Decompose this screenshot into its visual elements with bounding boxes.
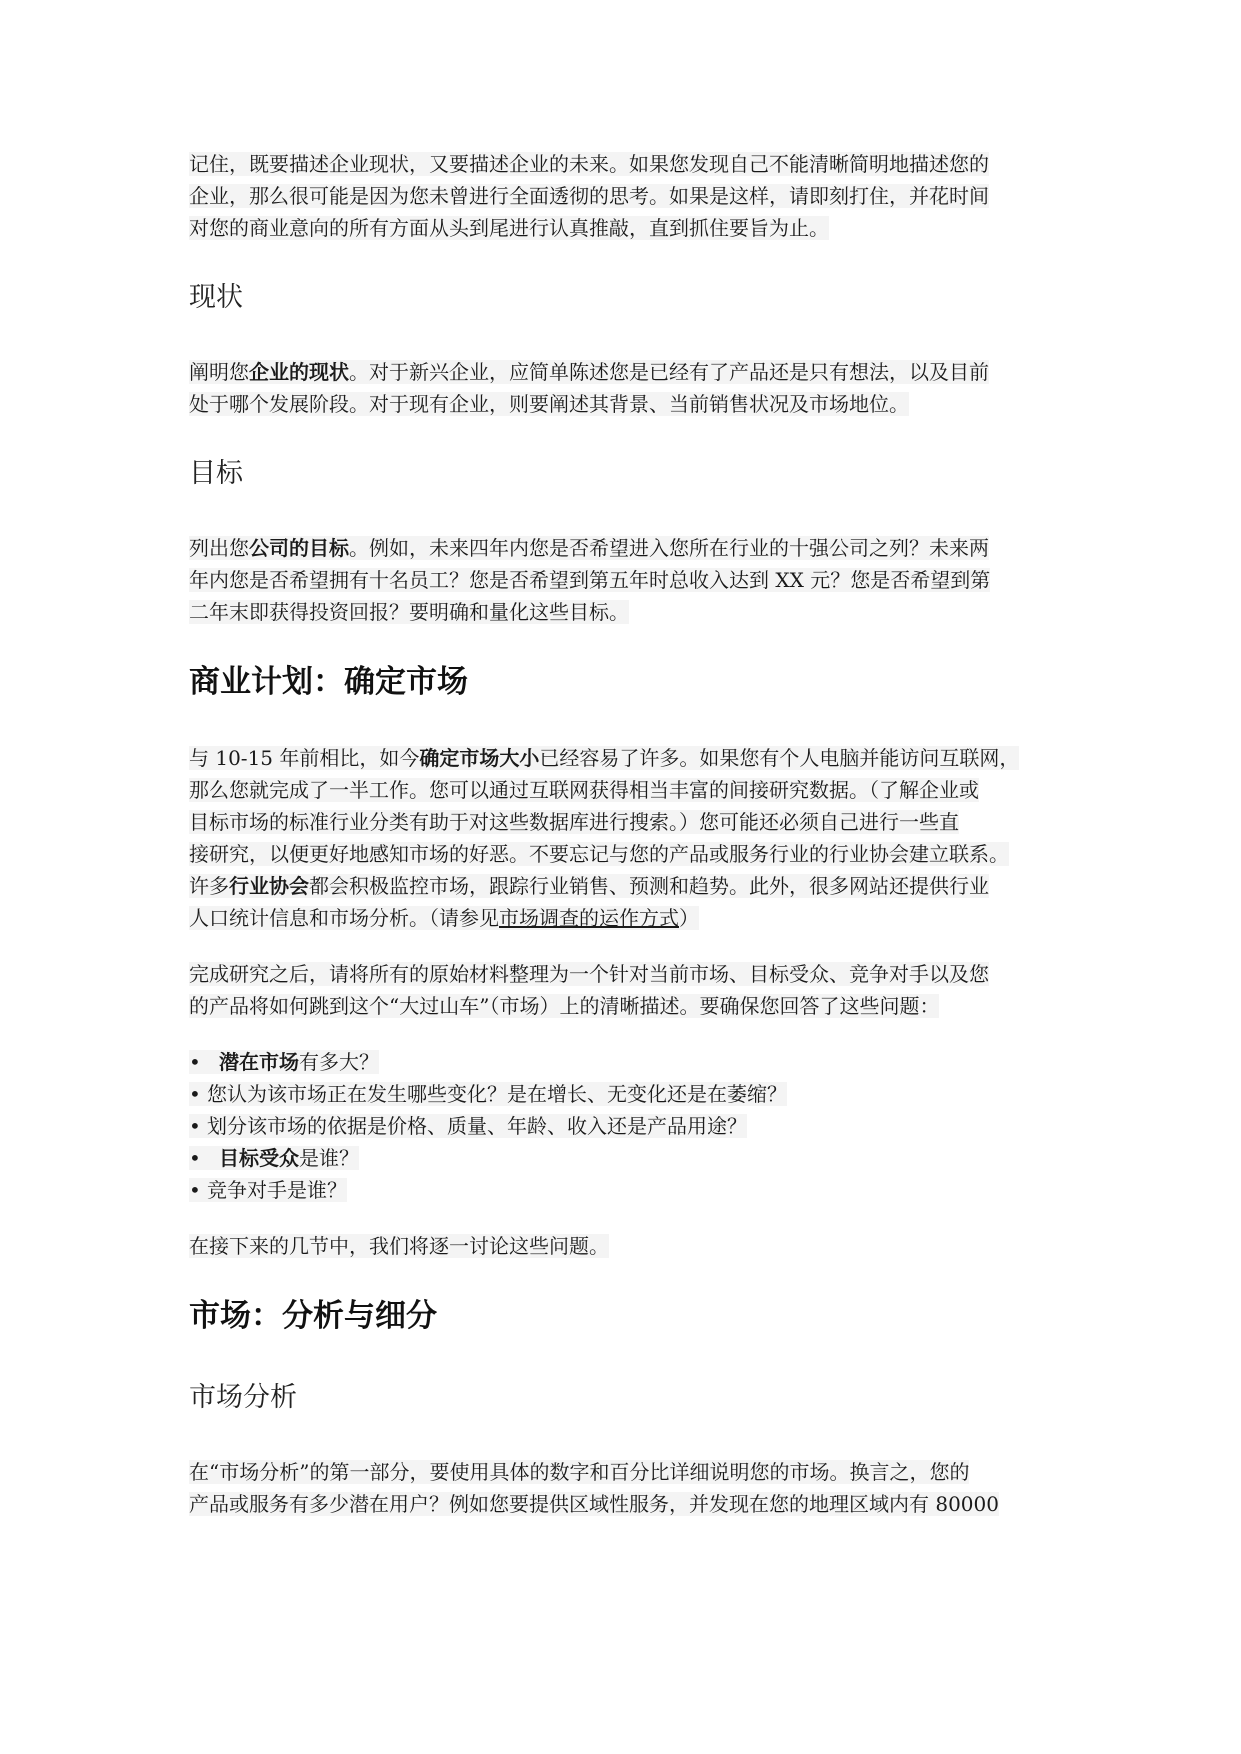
next-line: 在接下来的几节中，我们将逐一讨论这些问题。 bbox=[189, 1234, 609, 1258]
status-bold: 企业的现状 bbox=[249, 360, 349, 384]
list-item bbox=[189, 1110, 1059, 1142]
intro-line-1: 记住，既要描述企业现状，又要描述企业的未来。如果您发现自己不能清晰简明地描述您的 bbox=[189, 152, 989, 176]
heading-status: 现状 bbox=[189, 282, 243, 313]
intro-paragraph bbox=[189, 148, 1059, 244]
market-line-3: 目标市场的标准行业分类有助于对这些数据库进行搜索。）您可能还必须自己进行一些直 bbox=[189, 810, 959, 834]
next-paragraph bbox=[189, 1230, 1059, 1262]
market-research-link[interactable]: 市场调查的运作方式 bbox=[499, 906, 679, 930]
goal-text-c: 。例如，未来四年内您是否希望进入您所在行业的十强公司之列？未来两 bbox=[349, 536, 989, 560]
list-item-text: 竞争对手是谁？ bbox=[207, 1178, 347, 1202]
status-text-c: 。对于新兴企业，应简单陈述您是已经有了产品还是只有想法，以及目前 bbox=[349, 360, 989, 384]
list-item-text: 您认为该市场正在发生哪些变化？是在增长、无变化还是在萎缩？ bbox=[207, 1082, 787, 1106]
market-bold-assoc: 行业协会 bbox=[229, 874, 309, 898]
goal-paragraph bbox=[189, 532, 1059, 628]
intro-line-2: 企业，那么很可能是因为您未曾进行全面透彻的思考。如果是这样，请即刻打住，并花时间 bbox=[189, 184, 989, 208]
list-item-bold: 潜在市场 bbox=[219, 1050, 299, 1074]
analysis-line-1: 在“市场分析”的第一部分，要使用具体的数字和百分比详细说明您的市场。换言之，您的 bbox=[189, 1460, 970, 1484]
status-paragraph bbox=[189, 356, 1059, 420]
document-page bbox=[189, 148, 1059, 1520]
market-line-6b: ） bbox=[679, 906, 699, 930]
intro-line-3: 对您的商业意向的所有方面从头到尾进行认真推敲，直到抓住要旨为止。 bbox=[189, 216, 829, 240]
analysis-line-2: 产品或服务有多少潜在用户？例如您要提供区域性服务，并发现在您的地理区域内有 80000 bbox=[189, 1492, 999, 1516]
research-line-2: 的产品将如何跳到这个“大过山车”（市场）上的清晰描述。要确保您回答了这些问题： bbox=[189, 994, 940, 1018]
market-paragraph bbox=[189, 742, 1059, 934]
goal-text-a: 列出您 bbox=[189, 536, 249, 560]
list-item bbox=[189, 1078, 1059, 1110]
market-line-5a: 许多 bbox=[189, 874, 229, 898]
heading-goal: 目标 bbox=[189, 458, 243, 489]
status-text-a: 阐明您 bbox=[189, 360, 249, 384]
list-item bbox=[189, 1046, 1059, 1078]
market-line-4: 接研究，以便更好地感知市场的好恶。不要忘记与您的产品或服务行业的行业协会建立联系。 bbox=[189, 842, 1009, 866]
status-line-2: 处于哪个发展阶段。对于现有企业，则要阐述其背景、当前销售状况及市场地位。 bbox=[189, 392, 909, 416]
list-item bbox=[189, 1142, 1059, 1174]
list-item-text: 是谁？ bbox=[299, 1146, 359, 1170]
list-item-text: 划分该市场的依据是价格、质量、年龄、收入还是产品用途？ bbox=[207, 1114, 747, 1138]
list-item-text: 有多大？ bbox=[299, 1050, 379, 1074]
goal-line-3: 二年末即获得投资回报？要明确和量化这些目标。 bbox=[189, 600, 629, 624]
question-list bbox=[189, 1046, 1059, 1206]
bullet-icon: • bbox=[189, 1082, 201, 1106]
market-line-6a: 人口统计信息和市场分析。（请参见 bbox=[189, 906, 499, 930]
market-line-5c: 都会积极监控市场，跟踪行业销售、预测和趋势。此外，很多网站还提供行业 bbox=[309, 874, 989, 898]
market-bold: 确定市场大小 bbox=[419, 746, 540, 770]
market-text-c: 已经容易了许多。如果您有个人电脑并能访问互联网， bbox=[539, 746, 1020, 770]
heading-bp-market: 商业计划：确定市场 bbox=[189, 664, 468, 700]
bullet-icon: • bbox=[189, 1146, 201, 1170]
analysis-paragraph bbox=[189, 1456, 1059, 1520]
goal-line-2: 年内您是否希望拥有十名员工？您是否希望到第五年时总收入达到 XX 元？您是否希望到第 bbox=[189, 568, 991, 592]
research-line-1: 完成研究之后，请将所有的原始材料整理为一个针对当前市场、目标受众、竞争对手以及您 bbox=[189, 962, 989, 986]
heading-market-analysis: 市场分析 bbox=[189, 1382, 297, 1413]
bullet-icon: • bbox=[189, 1178, 201, 1202]
bullet-icon: • bbox=[189, 1050, 201, 1074]
list-item bbox=[189, 1174, 1059, 1206]
research-paragraph bbox=[189, 958, 1059, 1022]
bullet-icon: • bbox=[189, 1114, 201, 1138]
goal-bold: 公司的目标 bbox=[249, 536, 349, 560]
list-item-bold: 目标受众 bbox=[219, 1146, 299, 1170]
heading-market-seg: 市场：分析与细分 bbox=[189, 1298, 437, 1334]
market-text-a: 与 10-15 年前相比，如今 bbox=[189, 746, 420, 770]
market-line-2: 那么您就完成了一半工作。您可以通过互联网获得相当丰富的间接研究数据。（了解企业或 bbox=[189, 778, 979, 802]
